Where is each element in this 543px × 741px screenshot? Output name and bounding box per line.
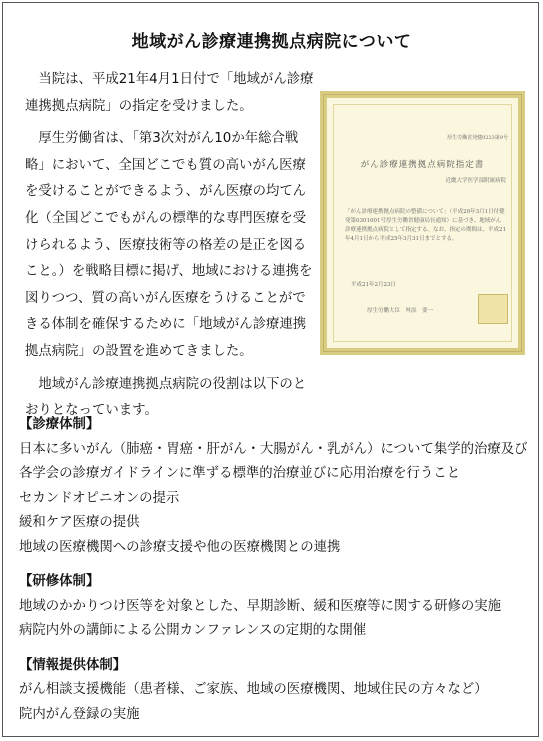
intro-paragraph-1: 当院は、平成21年4月1日付で「地域がん診療連携拠点病院」の指定を受けました。 xyxy=(25,72,314,114)
list-item: 緩和ケア医療の提供 xyxy=(19,515,140,530)
section-training xyxy=(19,570,529,644)
certificate-heading: がん診療連携拠点病院指定書 xyxy=(360,160,485,170)
list-item: 日本に多いがん（肺癌・胃癌・肝がん・大腸がん・乳がん）について集学的治療及び xyxy=(19,441,528,457)
section-heading: 【情報提供体制】 xyxy=(19,657,127,673)
list-item: セカンドオピニオンの提示 xyxy=(19,490,180,506)
section-clinical xyxy=(19,413,529,560)
list-item: 地域のかかりつけ医等を対象とした、早期診断、緩和医療等に関する研修の実施 xyxy=(19,598,502,614)
list-item: 各学会の診療ガイドラインに準ずる標準的治療並びに応用治療を行うこと xyxy=(19,466,461,481)
section-heading: 【研修体制】 xyxy=(19,574,100,589)
certificate-recipient: 近畿大学医学部附属病院 xyxy=(445,178,506,184)
official-seal-icon xyxy=(478,294,508,324)
roles-sections xyxy=(19,413,529,737)
intro-paragraph-3: 地域がん診療連携拠点病院の役割は以下のとおりとなっています。 xyxy=(25,376,307,419)
list-item: がん相談支援機能（患者様、ご家族、地域の医療機関、地域住民の方々など） xyxy=(19,682,488,697)
certificate-body: 「がん診療連携拠点病院の整備について」（平成20年3月1日付健発第0301001号厚生労働省健康局長通知）に基づき、地域がん診療連携拠点病院として指定する。なお、指定の期間は、平成21年4月1日から平成25年3月31日までとする。 xyxy=(345,209,507,242)
section-information xyxy=(19,654,529,728)
intro-text xyxy=(25,67,315,425)
page-title: 地域がん診療連携拠点病院について xyxy=(131,32,412,52)
certificate-number: 厚生労働省発健0223第9号 xyxy=(447,135,508,141)
designation-certificate-image xyxy=(320,91,525,355)
certificate-date: 平成21年2月23日 xyxy=(351,282,396,288)
list-item: 地域の医療機関への診療支援や他の医療機関との連携 xyxy=(19,539,341,555)
section-heading: 【診療体制】 xyxy=(19,417,100,432)
certificate-signer: 厚生労働大臣 舛添 要一 xyxy=(367,308,434,314)
list-item: 病院内外の講師による公開カンファレンスの定期的な開催 xyxy=(19,623,367,638)
document-page xyxy=(2,2,539,737)
intro-paragraph-2: 厚生労働省は、「第3次対がん10か年総合戦略」において、全国どこでも質の高いがん医療を受けることができるよう、がん医療の均てん化（全国どこでもがんの標準的な専門医療を受けられるよう、医療技術等の格差の是正を図ること。）を戦略目標に掲げ、地域における連携を図りつつ、質の高いがん医療をうけることができる体制を確保するために「地域がん診療連携拠点病院」の設置を進めてきました。 xyxy=(25,131,313,359)
list-item: 院内がん登録の実施 xyxy=(19,706,140,722)
